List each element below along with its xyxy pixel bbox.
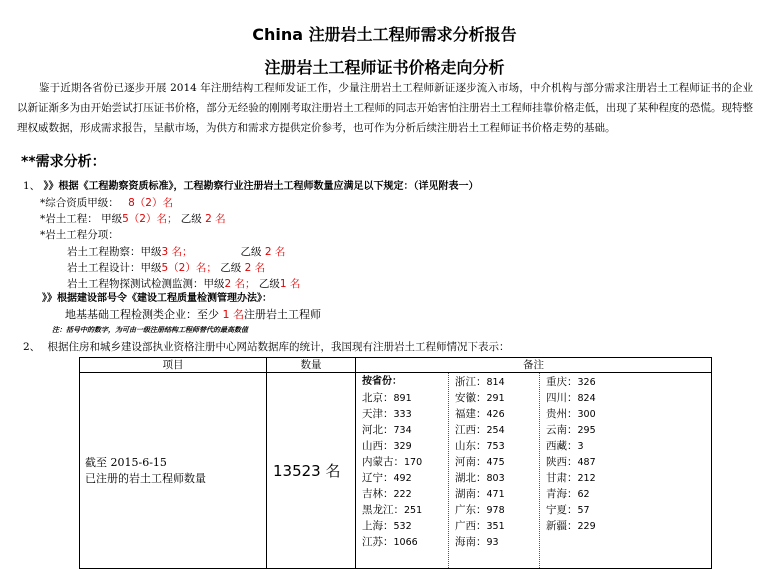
requirement-value: 1 名 — [279, 278, 301, 290]
item2-text: 根据住房和城乡建设部执业资格注册中心网站数据库的统计，我国现有注册岩土工程师情况下表示： — [47, 341, 510, 353]
remark-title: 按省份： — [362, 376, 402, 387]
province-column-2 — [448, 373, 539, 568]
requirement-row — [67, 245, 285, 259]
requirement-label: 岩土工程设计：甲级 — [67, 262, 162, 274]
province-entry: 天津：333 — [362, 408, 412, 420]
requirement-value: 5（2）名； — [122, 213, 178, 225]
item-date: 截至 2015-6-15 — [85, 455, 167, 469]
province-entry: 内蒙古：170 — [362, 456, 423, 468]
requirement-value: 2 名 — [205, 213, 226, 225]
province-entry: 吉林：222 — [362, 488, 412, 500]
province-entry: 黑龙江：251 — [362, 504, 423, 516]
sub-heading: 》》根据建设部号令《建设工程质量检测管理办法》： — [42, 293, 272, 304]
province-entry: 浙江：814 — [455, 376, 505, 388]
province-entry: 广东：978 — [455, 504, 505, 516]
province-entry: 海南：93 — [455, 536, 499, 548]
item-description: 已注册的岩土工程师数量 — [85, 471, 206, 485]
province-entry: 重庆：326 — [546, 376, 596, 388]
quantity-cell: 13523 名 — [267, 373, 356, 569]
province-entry: 河北：734 — [362, 424, 412, 436]
province-entry: 湖南：471 — [455, 488, 505, 500]
province-entry: 湖北：803 — [455, 472, 505, 484]
requirement-row — [67, 277, 300, 291]
requirement-value: 1 名 — [222, 308, 244, 321]
item1-text: 》》根据《工程勘察资质标准》，工程勘察行业注册岩土工程师数量应满足以下规定：（详见附表一） — [43, 181, 479, 192]
requirement-value: 5（2）名； — [161, 262, 217, 274]
header-remark: 备注 — [356, 358, 712, 373]
requirement-label: 乙级 — [240, 246, 265, 258]
province-entry: 山东：753 — [455, 440, 505, 452]
requirement-label: 乙级 — [177, 213, 206, 225]
requirement-label: 注册岩土工程师 — [244, 308, 321, 321]
province-entry: 广西：351 — [455, 520, 505, 532]
requirement-label: 乙级 — [255, 278, 280, 290]
requirement-value: 2 名 — [264, 246, 286, 258]
item-cell — [80, 373, 267, 569]
footnote: 注：括号中的数字，为可由一级注册结构工程师替代的最高数值 — [52, 325, 248, 334]
province-entry: 青海：62 — [546, 488, 590, 500]
requirement-label: *岩土工程分项： — [40, 229, 119, 241]
requirement-value: 2 名 — [244, 262, 266, 274]
province-entry: 甘肃：212 — [546, 472, 596, 484]
province-entry: 云南：295 — [546, 424, 596, 436]
requirement-row — [40, 212, 226, 226]
requirement-label: 岩土工程勘察：甲级 — [67, 246, 162, 258]
requirement-label: 岩土工程物探测试检测监测：甲级 — [67, 278, 225, 290]
province-column-1 — [356, 373, 448, 568]
province-entry: 陕西：487 — [546, 456, 596, 468]
engineer-stats-table — [79, 357, 712, 569]
requirement-value: 2 名； — [224, 278, 256, 290]
requirement-label: *岩土工程： 甲级 — [40, 213, 123, 225]
province-entry: 江苏：1066 — [362, 536, 418, 548]
item1-line — [23, 179, 479, 194]
province-entry: 新疆：229 — [546, 520, 596, 532]
province-entry: 山西：329 — [362, 440, 412, 452]
requirement-label: 乙级 — [216, 262, 245, 274]
province-entry: 贵州：300 — [546, 408, 596, 420]
section-heading: **需求分析： — [21, 154, 106, 170]
header-item: 项目 — [80, 358, 267, 373]
province-entry: 宁夏：57 — [546, 504, 590, 516]
requirement-value: 8（2）名 — [128, 197, 173, 209]
report-subtitle: 注册岩土工程师证书价格走向分析 — [264, 58, 505, 77]
item1-number: 1、 — [23, 180, 41, 192]
province-entry: 福建：426 — [455, 408, 505, 420]
requirement-value: 3 名； — [161, 246, 193, 258]
requirement-label: 地基基础工程检测类企业：至少 — [65, 308, 223, 321]
requirement-row — [40, 228, 119, 242]
province-entry: 江西：254 — [455, 424, 505, 436]
requirement-row — [40, 196, 173, 210]
item2-line — [23, 340, 510, 354]
report-title: China 注册岩土工程师需求分析报告 — [252, 25, 517, 44]
requirement-row — [67, 261, 265, 275]
province-entry: 北京：891 — [362, 392, 412, 404]
requirement-label: *综合资质甲级： — [40, 197, 119, 209]
province-entry: 河南：475 — [455, 456, 505, 468]
table-row — [80, 373, 712, 569]
province-entry: 上海：532 — [362, 520, 412, 532]
province-entry: 安徽：291 — [455, 392, 505, 404]
intro-paragraph: 鉴于近期各省份已逐步开展 2014 年注册结构工程师发证工作，少量注册岩土工程师新证逐步流入市场，中介机构与部分需求注册岩土工程师证书的企业以新证渐多为由开始尝试打压证书价格，部分无经验的刚刚考取注册岩土工程师的同志开始害怕注册岩土工程师挂靠价格走低，出现了某种程度的恐慌。现特整理权威数据，形成需求报告，呈献市场，为供方和需求方提供定价参考，也可作为分析后续注册岩土工程师证书价格走势的基础。 — [17, 82, 753, 134]
table-header-row — [80, 358, 712, 373]
item2-number: 2、 — [23, 341, 41, 353]
province-entry: 四川：824 — [546, 392, 596, 404]
province-entry: 辽宁：492 — [362, 472, 412, 484]
province-column-3 — [539, 373, 711, 568]
header-quantity: 数量 — [267, 358, 356, 373]
province-entry: 西藏：3 — [546, 440, 584, 452]
requirement-row — [65, 308, 321, 322]
remark-cell — [356, 373, 712, 569]
